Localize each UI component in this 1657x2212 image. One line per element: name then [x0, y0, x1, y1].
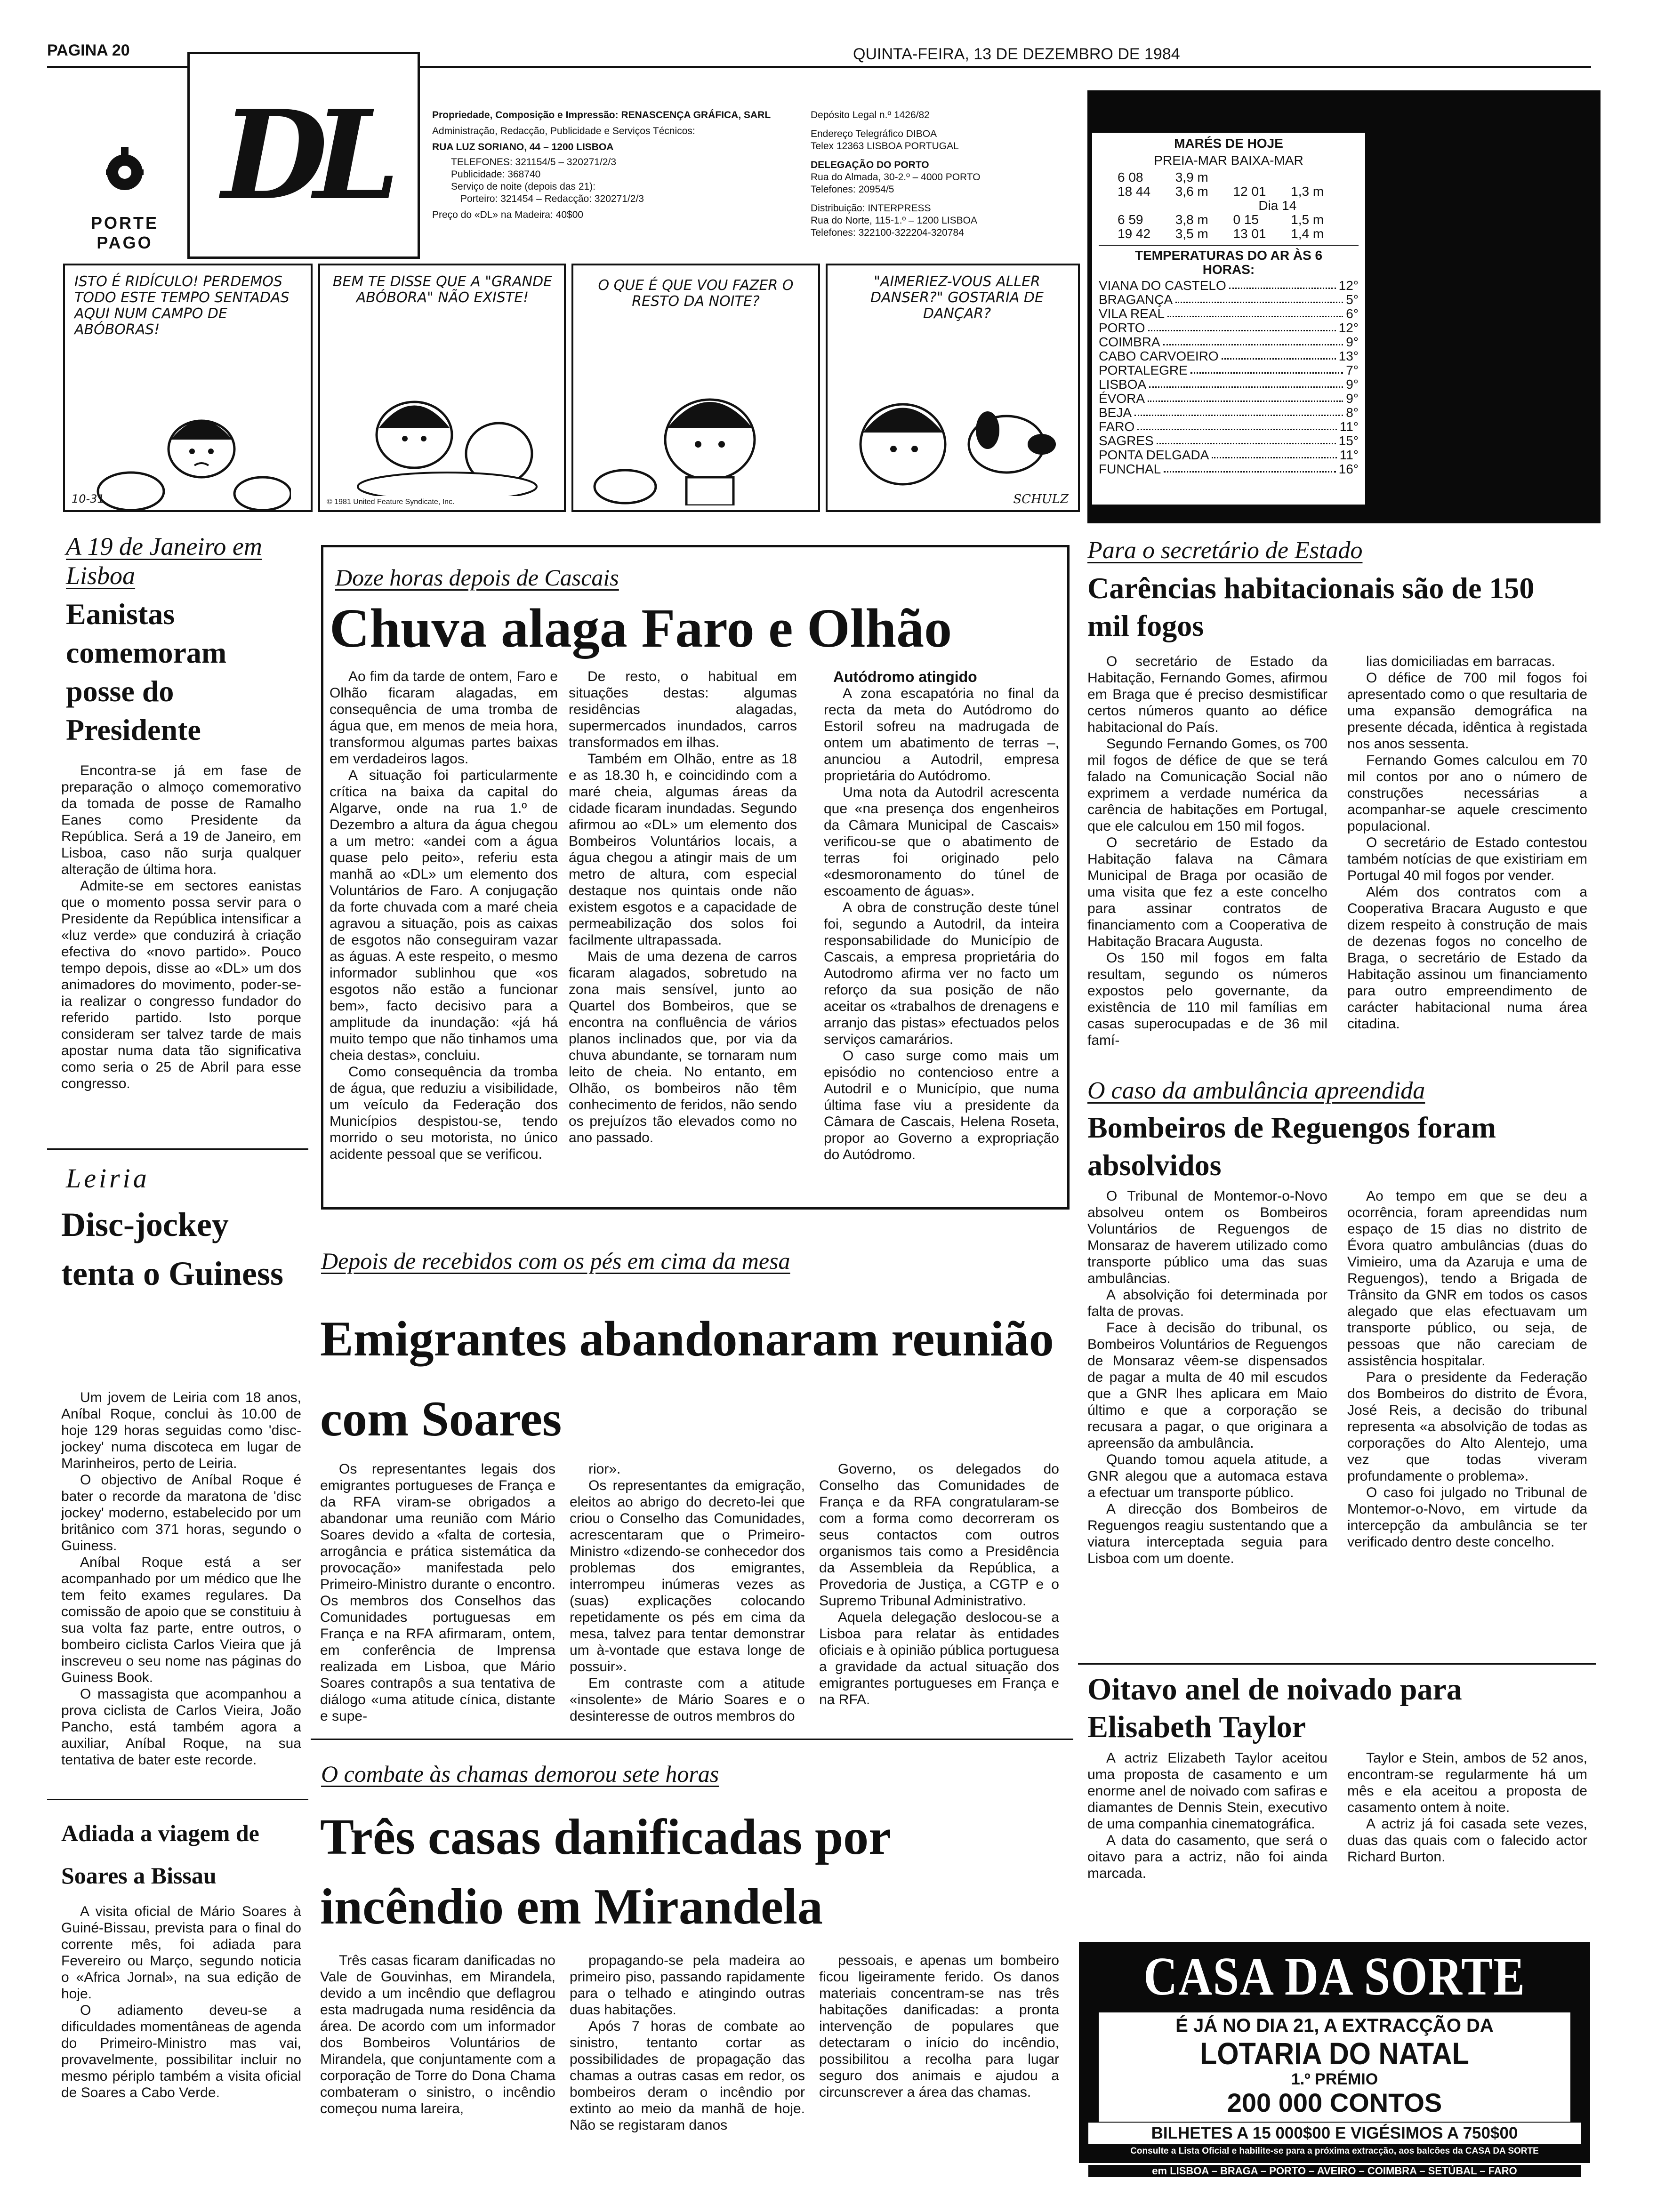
faro-paragraph: Como consequência da tromba de água, que reduziu a visibilidade, um veículo da Federação dos Municípios despistou-se, tendo morrido o seu motorista, no único acidente pessoal que se verificou.: [330, 1064, 558, 1162]
temp-value: 12°: [1338, 278, 1359, 293]
temp-row: [1099, 462, 1359, 476]
dl-logo: [187, 52, 420, 259]
bissau-paragraph: A visita oficial de Mário Soares à Guiné-Bissau, prevista para o final do corrente mês, foi adiada para Fevereiro ou Março, segundo noticia o «Africa Jornal», na sua edição de hoje.: [61, 1904, 301, 2002]
temp-city: BRAGANÇA: [1099, 292, 1173, 307]
temp-city: BEJA: [1099, 405, 1132, 420]
bissau-paragraph: O adiamento deveu-se a dificuldades momentâneas de agenda do Primeiro-Ministro mas vai, provavelmente, possibilitar incluir no mesmo périplo também a visita oficial de Soares a Cabo Verde.: [61, 2003, 301, 2100]
faro-paragraph: A zona escapatória no final da recta da meta do Autódromo do Estoril sofreu na madrugada de ontem um abatimento de terras –, anunciou a Autodril, empresa proprietária do Autódromo.: [824, 686, 1059, 784]
taylor-paragraph: A actriz já foi casada sete vezes, duas das quais com o falecido actor Richard Burton.: [1347, 1816, 1587, 1865]
page-number: PAGINA 20: [47, 41, 130, 59]
temps-title: TEMPERATURAS DO AR ÀS 6 HORAS:: [1099, 245, 1359, 277]
comic-panel-4: [826, 264, 1080, 512]
legal-deposit: Depósito Legal n.º 1426/82: [811, 110, 930, 120]
temp-value: 11°: [1339, 448, 1359, 462]
ambulancia-paragraph: Ao tempo em que se deu a ocorrência, foram apreendidas num espaço de 15 dias no distrito de Évora quatro ambulâncias (duas do Vimieiro, uma da Azaruja e uma de Reguengos), tendo a Brigada de Trânsito da GNR em todos os casos alegado que elas efectuavam um transporte público, ou seja, de pessoas que não careciam de assistência hospitalar.: [1347, 1188, 1587, 1369]
faro-col-3: [824, 685, 1059, 1200]
faro-paragraph: A obra de construção deste túnel foi, segundo a Autodril, da inteira responsabilidade do Município de Cascais, a empresa proprietária do Autodromo afirma ver no facto um reforço da sua posição de não aceitar os «trabalhos de drenagens e arranjo das pistas» efectuados pelos serviços camarários.: [824, 900, 1059, 1047]
temp-row: [1099, 293, 1359, 307]
weather-box: [1092, 133, 1365, 505]
bissau-body: [61, 1903, 301, 2176]
taylor-rule: [1078, 1663, 1596, 1665]
tide-row: [1118, 213, 1340, 227]
comic-signature: SCHULZ: [1013, 492, 1069, 506]
dot-leader: [1148, 321, 1336, 331]
phone-3: Serviço de noite (depois das 21):: [451, 181, 596, 192]
temp-row: [1099, 377, 1359, 392]
temp-value: 16°: [1338, 462, 1359, 476]
dot-leader: [1157, 434, 1336, 444]
phone-2: Publicidade: 368740: [451, 169, 541, 180]
eanes-kicker: A 19 de Janeiro em Lisboa: [66, 532, 262, 590]
taylor-title: Oitavo anel de noivado para Elisabeth Taylor: [1087, 1672, 1462, 1744]
temp-value: 12°: [1338, 321, 1359, 335]
faro-paragraph: Uma nota da Autodril acrescenta que «na presença dos engenheiros da Câmara Municipal de Cascais» verificou-se que o abatimento de terras foi originado pelo «desmoronamento do túnel de escoamento de águas».: [824, 785, 1059, 899]
tide-cell: 0 15: [1233, 212, 1259, 227]
leiria-body: [61, 1389, 301, 1794]
tide-cell: [1233, 170, 1282, 184]
emigrantes-kicker: Depois de recebidos com os pés em cima da mesa: [321, 1248, 790, 1274]
dot-leader: [1164, 462, 1335, 473]
mirandela-paragraph: Após 7 horas de combate ao sinistro, tentanto cortar as possibilidades de propagação das chamas a outras casas em redor, os bombeiros deram o incêndio por extinto ao meio da manhã de hoje. Não se registaram danos: [570, 2019, 805, 2133]
distribution-3: Telefones: 322100-322204-320784: [811, 227, 964, 238]
comic-credit: © 1981 United Feature Syndicate, Inc.: [327, 498, 455, 506]
eanes-rule: [47, 1148, 308, 1150]
habitacao-col-2: [1347, 653, 1587, 1072]
dot-leader: [1222, 349, 1336, 360]
ambulancia-paragraph: Face à decisão do tribunal, os Bombeiros Voluntários de Reguengos de Monsaraz vêem-se dispensados de pagar a multa de 40 mil escudos que a GNR lhes aplicara em Maio último e que a corporação se recusara a pagar, o que originara a apreensão da ambulância.: [1087, 1320, 1327, 1451]
porto-address: Rua do Almada, 30-2.º – 4000 PORTO: [811, 172, 981, 183]
tides-subtitle: PREIA-MAR BAIXA-MAR: [1154, 153, 1303, 168]
dot-leader: [1212, 448, 1336, 458]
temp-city: COIMBRA: [1099, 335, 1160, 349]
address: RUA LUZ SORIANO, 44 – 1200 LISBOA: [432, 142, 614, 152]
faro-paragraph: Também em Olhão, entre as 18 e as 18.30 h, e coincidindo com a maré cheia, algumas áreas da cidade ficaram inundadas. Segundo afirmou ao «DL» um elemento dos Bombeiros Voluntários locais, a água chegou a atingir mais de um metro de altura, com especial destaque nos quintais onde não existem esgotos e a capacidade de permeabilização dos solos foi facilmente ultrapassada.: [569, 751, 797, 948]
tide-cell: 1,4 m: [1291, 226, 1324, 241]
temp-row: [1099, 321, 1359, 335]
eanes-body: [61, 762, 301, 1139]
habitacao-title: Carências habitacionais são de 150 mil fogos: [1087, 571, 1535, 642]
temp-row: [1099, 307, 1359, 321]
temp-city: PONTA DELGADA: [1099, 448, 1209, 462]
emigrantes-paragraph: Governo, os delegados do Conselho das Comunidades de França e da RFA congratularam-se com a forma como decorreram os seus contactos com outros organismos tais como a Presidência da Assembleia da República, a Provedoria de Justiça, a CGTP e o Supremo Tribunal Administrativo.: [819, 1461, 1059, 1609]
publisher: Propriedade, Composição e Impressão: RENASCENÇA GRÁFICA, SARL: [432, 110, 771, 120]
mirandela-kicker: O combate às chamas demorou sete horas: [321, 1761, 719, 1787]
ad-premio-label: 1.º PRÉMIO: [1291, 2070, 1378, 2088]
dot-leader: [1167, 307, 1343, 317]
temp-city: VIANA DO CASTELO: [1099, 278, 1226, 293]
mirandela-paragraph: Três casas ficaram danificadas no Vale de Gouvinhas, em Mirandela, devido a um incêndio que deflagrou esta madrugada numa residência da área. De acordo com um informador dos Bombeiros Voluntários de Mirandela, que conjuntamente com a corporação de Torre do Dona Chama combateram o sinistro, o incêndio começou numa lareira,: [320, 1953, 555, 2116]
comic-bubble-1: ISTO É RIDÍCULO! PERDEMOS TODO ESTE TEMPO SENTADAS AQUI NUM CAMPO DE ABÓBORAS!: [74, 273, 290, 338]
stamp-line-1: PORTE: [90, 213, 159, 232]
tide-cell: 1,5 m: [1291, 212, 1324, 227]
faro-col-2: [569, 668, 797, 1200]
temp-row: [1099, 448, 1359, 462]
page-date: QUINTA-FEIRA, 13 DE DEZEMBRO DE 1984: [853, 45, 1180, 63]
mirandela-col-3: [819, 1952, 1059, 2178]
comic-bubble-2: BEM TE DISSE QUE A "GRANDE ABÓBORA" NÃO EXISTE!: [332, 273, 553, 306]
temp-value: 9°: [1346, 377, 1359, 392]
tide-row: [1118, 199, 1340, 213]
eanes-paragraph: Admite-se em sectores eanistas que o momento possa servir para o Presidente da República intensificar a «luz verde» que conduzirá à criação efectiva do «novo partido». Pouco tempo depois, disse ao «DL» um dos animadores do movimento, poder-se-ia realizar o congresso fundador do referido partido. Isto porque consideram ser talvez tarde de mais apostar numa data tão significativa como seria o 25 de Abril para esse congresso.: [61, 878, 301, 1091]
leiria-title: Disc-jockey tenta o Guiness: [61, 1206, 284, 1292]
price-madeira: Preço do «DL» na Madeira: 40$00: [432, 209, 584, 220]
mirandela-title: Três casas danificadas por incêndio em Mirandela: [320, 1809, 891, 1935]
leiria-kicker: Leiria: [66, 1163, 150, 1194]
faro-col-1: [330, 668, 558, 1200]
faro-paragraph: Mais de uma dezena de carros ficaram alagados, sobretudo na zona mais sensível, junto ao Quartel dos Bombeiros, que se encontra na confluência de vários planos inclinados que, por via da chuva abundante, se tornaram num leito de cheia. No entanto, em Olhão, os bombeiros não têm conhecimento de feridos, não sendo os prejuízos tão elevados como no ano passado.: [569, 949, 797, 1146]
tide-cell: Dia 14: [1258, 198, 1297, 213]
taylor-col-2: [1347, 1750, 1587, 1938]
habitacao-paragraph: Fernando Gomes calculou em 70 mil contos por ano o número de construções necessárias a acompanhar-se aquele crescimento populacional.: [1347, 753, 1587, 834]
tide-cell: 3,6 m: [1175, 184, 1208, 199]
tide-row: [1118, 184, 1340, 199]
phone-4: Porteiro: 321454 – Redacção: 320271/2/3: [460, 193, 644, 204]
habitacao-paragraph: Além dos contratos com a Cooperativa Bracara Augusto e que dizem respeito à construção de mais de dezenas fogos no concelho de Braga, o secretário de Estado da Habitação assinou um financiamento para outro empreendimento de carácter habitacional numa área citadina.: [1347, 884, 1587, 1032]
habitacao-paragraph: O défice de 700 mil fogos foi apresentado como o que resultaria de uma expansão demográfica na presente década, idêntica à registada nos anos sessenta.: [1347, 670, 1587, 752]
temp-city: FUNCHAL: [1099, 462, 1161, 476]
temp-value: 11°: [1339, 419, 1359, 434]
dot-leader: [1148, 392, 1343, 402]
tide-cell: 3,9 m: [1175, 170, 1208, 184]
dot-leader: [1163, 335, 1343, 345]
temp-value: 6°: [1346, 306, 1359, 321]
emigrantes-col-2: [570, 1461, 805, 1734]
temp-value: 13°: [1338, 349, 1359, 363]
ambulancia-paragraph: O Tribunal de Montemor-o-Novo absolveu ontem os Bombeiros Voluntários de Reguengos de Monsaraz de haverem utilizado como transporte público uma das suas ambulâncias.: [1087, 1188, 1327, 1286]
comic-figures-4-icon: [846, 374, 1063, 505]
comic-figures-2-icon: [353, 383, 541, 496]
emigrantes-title: Emigrantes abandonaram reunião com Soares: [320, 1311, 1054, 1446]
mirandela-col-1: [320, 1952, 555, 2178]
mirandela-paragraph: propagando-se pela madeira ao primeiro piso, passando rapidamente para o telhado e atingindo outras duas habitações.: [570, 1953, 805, 2018]
tide-cell: 1,3 m: [1291, 184, 1324, 199]
faro-kicker: Doze horas depois de Cascais: [335, 564, 619, 591]
emigrantes-col-1: [320, 1461, 555, 1734]
temp-value: 9°: [1346, 335, 1359, 349]
temp-city: FARO: [1099, 419, 1135, 434]
ambulancia-paragraph: A absolvição foi determinada por falta de provas.: [1087, 1287, 1327, 1319]
temp-row: [1099, 349, 1359, 363]
ambulancia-paragraph: A direcção dos Bombeiros de Reguengos reagiu sustentando que a viatura interceptada seguia para Lisboa com um doente.: [1087, 1501, 1327, 1566]
dot-leader: [1175, 293, 1343, 303]
temp-value: 7°: [1346, 363, 1359, 377]
admin-label: Administração, Redacção, Publicidade e Serviços Técnicos:: [432, 126, 695, 136]
tides-title: MARÉS DE HOJE: [1174, 136, 1283, 151]
temp-row: [1099, 335, 1359, 349]
porto-phones: Telefones: 20954/5: [811, 184, 894, 195]
temp-value: 5°: [1346, 292, 1359, 307]
tide-cell: 6 08: [1118, 170, 1143, 184]
ad-footer: [1088, 2146, 1581, 2156]
bissau-title: Adiada a viagem de Soares a Bissau: [61, 1820, 259, 1889]
tide-cell: [1118, 199, 1166, 213]
temp-city: LISBOA: [1099, 377, 1147, 392]
emigrantes-paragraph: Em contraste com a atitude «insolente» de Mário Soares e o desinteresse de outros membros do: [570, 1675, 805, 1724]
ambulancia-title: Bombeiros de Reguengos foram absolvidos: [1087, 1111, 1496, 1182]
faro-paragraph: A situação foi particularmente crítica na baixa da capital do Algarve, onde na rua 1.º de Dezembro a altura da água chegou a um metro: «andei com a água quase pelo peito», referiu esta manhã ao «DL» um elemento dos Voluntários de Faro. A conjugação da forte chuvada com a maré cheia agravou a situação, pois as caixas de esgotos não conseguiram vazar as águas. A este respeito, o mesmo informador sublinhou que «os esgotos não estão a funcionar bem», facto decisivo para a amplitude da inundação: «já há muito tempo que não tinhamos uma cheia destas», concluiu.: [330, 768, 558, 1063]
tide-cell: [1291, 170, 1340, 184]
ad-bilhetes: BILHETES A 15 000$00 E VIGÉSIMOS A 750$00: [1088, 2123, 1581, 2144]
temp-city: SAGRES: [1099, 433, 1154, 448]
ad-foot-2: aos balcões da CASA DA SORTE: [1399, 2146, 1539, 2156]
tide-cell: 12 01: [1233, 184, 1266, 199]
emigrantes-col-3: [819, 1461, 1059, 1734]
habitacao-kicker: Para o secretário de Estado: [1087, 537, 1363, 564]
habitacao-paragraph: Segundo Fernando Gomes, os 700 mil fogos de défice de que se terá falado na Comunicação Social não exprimem a verdade numérica da carência de habitações em Portugal, que ele calculou em 150 mil fogos.: [1087, 736, 1327, 834]
distribution-2: Rua do Norte, 115-1.º – 1200 LISBOA: [811, 215, 977, 226]
habitacao-paragraph: O secretário de Estado contestou também notícias de que existiriam em Portugal 40 mil fogos por vender.: [1347, 835, 1587, 883]
dl-logo-text: DL: [221, 83, 386, 227]
comic-panel-1: [63, 264, 313, 512]
dot-leader: [1137, 420, 1337, 430]
ambulancia-kicker: O caso da ambulância apreendida: [1087, 1077, 1425, 1104]
eanes-title: Eanistas comemoram posse do Presidente: [66, 597, 227, 746]
temp-city: PORTO: [1099, 321, 1145, 335]
eanes-paragraph: Encontra-se já em fase de preparação o almoço comemorativo da tomada de posse de Ramalho Eanes como Presidente da República. Será a 19 de Janeiro, em Lisboa, caso não surja qualquer alteração de última hora.: [61, 763, 301, 877]
casa-da-sorte-ad: [1079, 1942, 1590, 2177]
comic-bubble-4: "AIMERIEZ-VOUS ALLER DANSER?" GOSTARIA DE DANÇAR?: [870, 273, 1044, 322]
taylor-paragraph: A data do casamento, que será o oitavo para a actriz, não foi ainda marcada.: [1087, 1833, 1327, 1881]
faro-subhead: Autódromo atingido: [833, 668, 977, 685]
temp-row: [1099, 434, 1359, 448]
habitacao-paragraph: lias domiciliadas em barracas.: [1366, 654, 1555, 669]
faro-paragraph: O caso surge como mais um episódio no contencioso entre a Autodril e o Município, que numa última fase viu a presidente da Câmara de Cascais, Helena Roseta, propor ao Governo a expropriação do Autódromo.: [824, 1048, 1059, 1162]
leiria-paragraph: Aníbal Roque está a ser acompanhado por um médico que lhe tem feito exames regulares. Da comissão de apoio que se constituiu à sua volta faz parte, entre outros, o bombeiro ciclista Carlos Vieira que já inscreveu o seu nome nas páginas do Guiness Book.: [61, 1555, 301, 1685]
temp-row: [1099, 406, 1359, 420]
comic-date-mark: 10-31: [72, 492, 105, 505]
emigrantes-paragraph: Os representantes da emigração, eleitos ao abrigo do decreto-lei que criou o Conselho das Comunidades, acrescentaram que o Primeiro-Ministro «dizendo-se conhecedor dos problemas dos emigrantes, interrompeu inúmeras vezes as (suas) explicações colocando repetidamente os pés em cima da mesa, talvez para tentar demonstrar um à-vontade que estava longe de possuir».: [570, 1478, 805, 1675]
habitacao-col-1: [1087, 653, 1327, 1072]
tide-cell: 6 59: [1118, 212, 1143, 227]
comic-bubble-3: O QUE É QUE VOU FAZER O RESTO DA NOITE?: [598, 277, 794, 310]
dot-leader: [1190, 363, 1343, 374]
leiria-paragraph: Um jovem de Leiria com 18 anos, Aníbal Roque, conclui às 10.00 de hoje 129 horas seguidas como 'disc-jockey' numa discoteca em lugar de Marinheiros, perto de Leiria.: [61, 1390, 301, 1471]
comic-figures-1-icon: [93, 397, 291, 510]
habitacao-paragraph: Os 150 mil fogos em falta resultam, segundo os números expostos pelo governante, da existência de 110 mil famílias em casas superocupadas e de 36 mil famí-: [1087, 950, 1327, 1048]
masthead-info-right: [811, 109, 1074, 239]
ad-foot-3: em LISBOA – BRAGA – PORTO – AVEIRO – COIMBRA – SETÚBAL – FARO: [1088, 2165, 1581, 2177]
leiria-rule: [47, 1799, 308, 1800]
dot-leader: [1149, 377, 1343, 388]
taylor-paragraph: A actriz Elizabeth Taylor aceitou uma proposta de casamento e um enorme anel de noivado com safiras e diamantes de Dennis Stein, executivo de uma companhia cinematográfica.: [1087, 1750, 1327, 1832]
porto-title: DELEGAÇÃO DO PORTO: [811, 160, 929, 170]
porte-pago-stamp: [71, 92, 179, 252]
temp-city: CABO CARVOEIRO: [1099, 349, 1219, 363]
tide-cell: [1389, 199, 1438, 213]
faro-paragraph: Ao fim da tarde de ontem, Faro e Olhão ficaram alagadas, em consequência de uma tromba de água que, em menos de meia hora, transformou algumas partes baixas em verdadeiros lagos.: [330, 669, 558, 767]
habitacao-paragraph: O secretário de Estado da Habitação, Fernando Gomes, afirmou em Braga que é preciso desmistificar certos números quanto ao défice habitacional do País.: [1087, 654, 1327, 735]
temp-row: [1099, 279, 1359, 293]
ad-line-1: É JÁ NO DIA 21, A EXTRACÇÃO DA: [1175, 2015, 1494, 2036]
emigrantes-paragraph: Os representantes legais dos emigrantes portugueses de França e da RFA viram-se obrigados a abandonar uma reunião com Mário Soares devido a «falta de cortesia, arrogância e prática sistemática da provocação» manifestada pelo Primeiro-Ministro durante o encontro. Os membros dos Conselhos das Comunidades portuguesas em França e na RFA afirmaram, ontem, em conferência de Imprensa realizada em Lisboa, que Mário Soares contrapôs a sua tentativa de diálogo «uma atitude cínica, distante e supe-: [320, 1461, 555, 1724]
taylor-col-1: [1087, 1750, 1327, 1938]
tide-cell: 13 01: [1233, 226, 1266, 241]
ambulancia-paragraph: Para o presidente da Federação dos Bombeiros do distrito de Évora, José Reis, a decisão do tribunal representa «a absolvição de todas as corporações do Alto Alentejo, uma vez que todas viveram profundamente o problema».: [1347, 1370, 1587, 1484]
distribution-1: Distribuição: INTERPRESS: [811, 203, 931, 214]
ad-foot-1: Consulte a Lista Oficial e habilite-se para a próxima extracção,: [1130, 2146, 1397, 2156]
mirandela-rule: [311, 1739, 1073, 1740]
faro-paragraph: De resto, o habitual em situações destas: algumas residências alagadas, supermercados inundados, carros transformados em ilhas.: [569, 669, 797, 750]
taylor-paragraph: Taylor e Stein, ambos de 52 anos, encontram-se regularmente há um mês e ela aceitou a proposta de casamento ontem à noite.: [1347, 1750, 1587, 1815]
comic-panel-3: [571, 264, 820, 512]
tide-row: [1118, 227, 1340, 241]
temp-row: [1099, 392, 1359, 406]
telegraph-1: Endereço Telegráfico DIBOA: [811, 128, 937, 139]
tide-cell: 3,8 m: [1175, 212, 1208, 227]
ambulancia-paragraph: Quando tomou aquela atitude, a GNR alegou que a automaca estava a efectuar um transporte público.: [1087, 1452, 1327, 1500]
crest-icon: [97, 144, 153, 200]
tide-cell: 18 44: [1118, 184, 1151, 199]
habitacao-paragraph: O secretário de Estado da Habitação falava na Câmara Municipal de Braga por ocasião de uma visita que fez a este concelho para assinar contratos de financiamento com a Cooperativa de Habitação Bracara Augusta.: [1087, 835, 1327, 949]
comic-figure-3-icon: [592, 374, 799, 505]
mirandela-col-2: [570, 1952, 805, 2178]
tide-cell: 3,5 m: [1175, 226, 1208, 241]
emigrantes-paragraph: Aquela delegação deslocou-se a Lisboa para relatar às entidades oficiais e à opinião pública portuguesa a gravidade da actual situação dos emigrantes portugueses em França e na RFA.: [819, 1610, 1059, 1707]
dot-leader: [1134, 406, 1343, 416]
tides-table: [1099, 170, 1359, 241]
tide-row: [1118, 170, 1340, 184]
telegraph-2: Telex 12363 LISBOA PORTUGAL: [811, 141, 959, 152]
ambulancia-col-2: [1347, 1188, 1587, 1663]
temp-row: [1099, 420, 1359, 434]
masthead-info-left: [432, 109, 790, 221]
dot-leader: [1229, 279, 1336, 289]
ad-premio: 200 000 CONTOS: [1227, 2088, 1442, 2117]
comic-panel-2: [318, 264, 566, 512]
temp-value: 15°: [1338, 433, 1359, 448]
ambulancia-paragraph: O caso foi julgado no Tribunal de Montemor-o-Novo, em virtude da intercepção da ambulância se ter verificado dentro deste concelho.: [1347, 1485, 1587, 1550]
temps-table: [1099, 279, 1359, 476]
stamp-line-2: PAGO: [97, 233, 153, 252]
ad-brand: CASA DA SORTE: [1143, 1947, 1526, 2007]
emigrantes-paragraph: rior».: [588, 1461, 621, 1477]
mirandela-paragraph: pessoais, e apenas um bombeiro ficou ligeiramente ferido. Os danos materiais concentram-se nas três habitações danificadas: a pronta intervenção de populares que detectaram o início do incêndio, possibilitou a recolha para lugar seguro dos animais e ajudou a circunscrever a área das chamas.: [819, 1953, 1059, 2100]
phone-1: TELEFONES: 321154/5 – 320271/2/3: [451, 157, 617, 168]
faro-title: Chuva alaga Faro e Olhão: [330, 597, 952, 659]
temp-city: ÉVORA: [1099, 391, 1145, 406]
temp-row: [1099, 363, 1359, 377]
ambulancia-col-1: [1087, 1188, 1327, 1663]
tide-cell: [1438, 199, 1487, 213]
temp-city: PORTALEGRE: [1099, 363, 1188, 377]
leiria-paragraph: O massagista que acompanhou a prova ciclista de Carlos Vieira, João Pancho, está também agora a auxiliar, Aníbal Roque, na sua tentativa de bater este recorde.: [61, 1686, 301, 1768]
temp-value: 9°: [1346, 391, 1359, 406]
temp-value: 8°: [1346, 405, 1359, 420]
temp-city: VILA REAL: [1099, 306, 1165, 321]
leiria-paragraph: O objectivo de Aníbal Roque é bater o recorde da maratona de 'disc jockey' moderno, estabelecido por um britânico com 371 horas, segundo o Guiness.: [61, 1472, 301, 1554]
tide-cell: 19 42: [1118, 226, 1151, 241]
ad-lotaria: LOTARIA DO NATAL: [1200, 2036, 1469, 2071]
ad-inner-box: [1099, 2012, 1570, 2122]
